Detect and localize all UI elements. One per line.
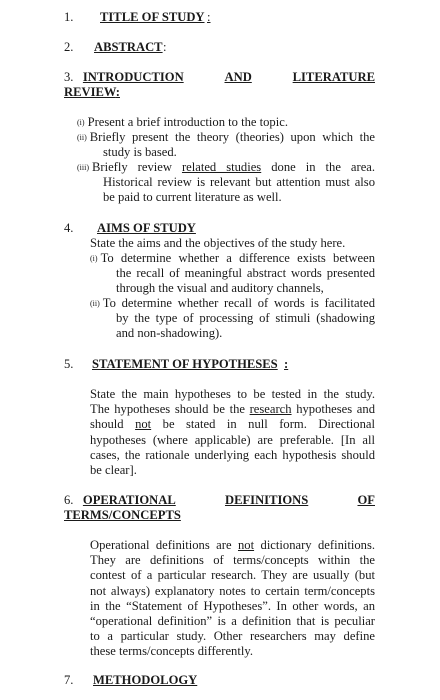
- section-title: TITLE OF STUDY: [100, 10, 205, 24]
- paragraph-line: They are definitions of terms/concepts within the: [90, 553, 375, 568]
- paragraph-line: “operational definition” is a definition that is peculiar: [90, 614, 375, 629]
- list-item-text: done in the area.: [271, 160, 376, 174]
- section-number: 1.: [64, 10, 74, 24]
- section-number: 4.: [64, 221, 74, 235]
- list-item-text: study is based.: [103, 145, 177, 160]
- paragraph: [90, 387, 375, 478]
- paragraph-line: State the main hypotheses to be tested in the study.: [90, 387, 375, 401]
- section-title-word: OPERATIONAL: [82, 493, 176, 507]
- title-colon: :: [207, 10, 211, 24]
- section-title-part: [64, 70, 184, 85]
- paragraph-line: hypotheses (where applicable) are preferable. [In all: [90, 432, 375, 447]
- section-number: 7.: [64, 673, 74, 687]
- section-number: 3.: [64, 70, 74, 84]
- paragraph-line: not always) explanatory notes to certain term/concepts: [90, 583, 375, 598]
- list-item: [77, 160, 375, 206]
- section-title-word: REVIEW: [64, 85, 116, 99]
- paragraph: [90, 538, 375, 660]
- section-title-line-2: TERMS/CONCEPTS: [64, 508, 181, 522]
- list-item-text: be paid to current literature as well.: [103, 190, 282, 205]
- list-item: [77, 130, 375, 160]
- underlined-text: not: [237, 538, 255, 552]
- paragraph-line: Operational definitions are not dictionary definitions.: [90, 538, 376, 552]
- list-item-text: Briefly review: [92, 160, 172, 174]
- section-title: AIMS OF STUDY: [97, 221, 196, 235]
- list-item: [90, 251, 375, 297]
- list-item: [90, 296, 375, 342]
- list-marker: (ii): [77, 133, 87, 142]
- section-title: STATEMENT OF HYPOTHESES: [92, 357, 278, 371]
- section-title-line: [64, 70, 375, 85]
- paragraph-line: cases, the rationale underlying each hypothesis should: [90, 447, 375, 462]
- title-colon: :: [284, 357, 289, 371]
- list-item-text: by the type of processing of stimuli (shadowing: [116, 311, 375, 326]
- section-title-word: LITERATURE: [292, 70, 375, 84]
- list-item-text: To determine whether a difference exists between: [100, 251, 375, 265]
- paragraph-line: in the “Statement of Hypotheses”. In other words, an: [90, 598, 375, 613]
- underlined-text: not: [135, 417, 152, 432]
- list-marker: (iii): [77, 163, 89, 172]
- section-title-line-2: [64, 85, 120, 100]
- section-title-word: AND: [224, 70, 252, 84]
- list-item-text: Historical review is relevant but attention must also: [103, 175, 375, 190]
- section-number: 6.: [64, 493, 74, 507]
- list-marker: (i): [77, 118, 85, 127]
- section-title-word: DEFINITIONS: [224, 493, 309, 507]
- section-title-word: INTRODUCTION: [82, 70, 184, 84]
- paragraph-line: contest of a particular research. They are usually (but: [90, 568, 375, 583]
- section-number: 2.: [64, 40, 74, 54]
- paragraph-line: be clear].: [90, 463, 137, 478]
- section-title: METHODOLOGY: [93, 673, 198, 687]
- section-title-word: OF: [357, 493, 375, 507]
- section-number: 5.: [64, 357, 74, 371]
- paragraph-line: The hypotheses should be the research hypotheses and: [90, 402, 375, 417]
- list-item-text: To determine whether recall of words is facilitated: [102, 296, 375, 310]
- list-item-text: the recall of meaningful abstract words presented: [116, 266, 375, 281]
- list-item: [77, 115, 288, 130]
- section-title: ABSTRACT: [94, 40, 163, 54]
- list-item-text: through the visual and auditory channels,: [116, 281, 324, 296]
- underlined-text: research: [249, 402, 292, 417]
- paragraph-line: to a particular study. Other researchers may define: [90, 629, 375, 644]
- list-marker: (ii): [90, 299, 100, 308]
- title-colon: :: [163, 40, 167, 54]
- paragraph-text: State the aims and the objectives of the study here.: [90, 236, 346, 250]
- title-colon: :: [115, 85, 120, 99]
- list-item-text: Briefly present the theory (theories) upon which the: [89, 130, 375, 144]
- list-item-text: Present a brief introduction to the topic.: [87, 115, 288, 129]
- paragraph-line: should not be stated in null form. Directional: [90, 417, 375, 432]
- paragraph-line: these terms/concepts differently.: [90, 644, 253, 659]
- underlined-text: related studies: [181, 160, 262, 174]
- section-title-line: [64, 493, 375, 508]
- list-marker: (i): [90, 254, 98, 263]
- list-item-text: and non-shadowing).: [116, 326, 223, 341]
